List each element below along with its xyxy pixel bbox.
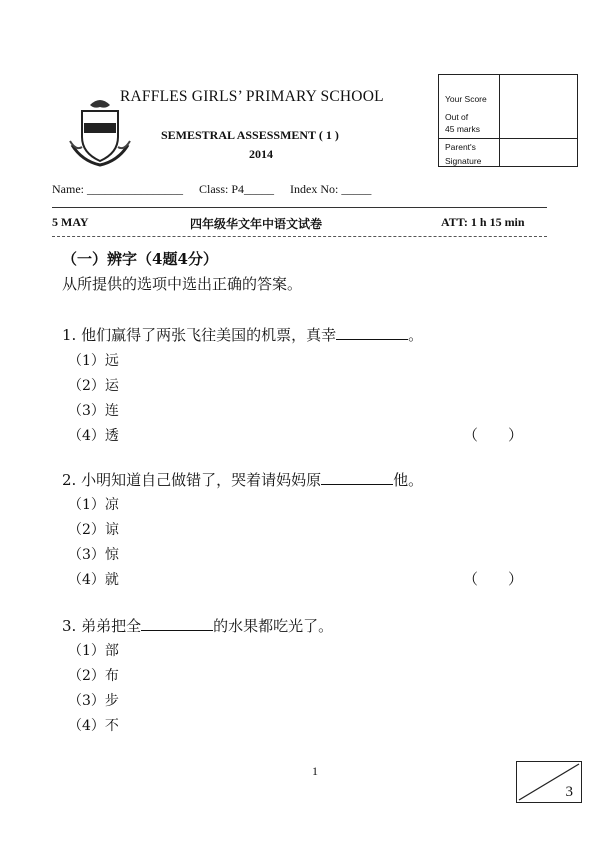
time-allowed: ATT: 1 h 15 min bbox=[441, 215, 525, 229]
score-box bbox=[438, 74, 578, 167]
exam-date: 5 MAY bbox=[52, 215, 89, 229]
index-field[interactable]: Index No: _____ bbox=[290, 182, 372, 196]
question-text-end: 。 bbox=[408, 326, 424, 344]
question-text: 1. 他们赢得了两张飞往美国的机票，真幸 bbox=[62, 326, 337, 344]
your-score-label: Your Score bbox=[445, 94, 487, 104]
name-field[interactable]: Name: ________________ bbox=[52, 182, 183, 196]
option[interactable]: （2）运 bbox=[68, 378, 119, 394]
total-marks-label: 45 marks bbox=[445, 124, 480, 134]
answer-blank[interactable] bbox=[336, 325, 408, 340]
option[interactable]: （4）不 bbox=[68, 718, 119, 734]
class-field[interactable]: Class: P4_____ bbox=[199, 182, 275, 196]
answer-parentheses[interactable]: （ ） bbox=[463, 426, 524, 444]
divider bbox=[52, 207, 547, 208]
page-number: 1 bbox=[312, 764, 318, 778]
section-marks: 3 bbox=[565, 784, 573, 800]
section-instruction: 从所提供的选项中选出正确的答案。 bbox=[62, 275, 303, 293]
dashed-divider bbox=[52, 236, 547, 237]
paper-title: 四年级华文年中语文试卷 bbox=[190, 217, 323, 231]
school-name: RAFFLES GIRLS’ PRIMARY SCHOOL bbox=[120, 88, 384, 105]
answer-blank[interactable] bbox=[321, 470, 393, 485]
answer-blank[interactable] bbox=[141, 616, 213, 631]
option[interactable]: （4）透 bbox=[68, 428, 119, 444]
school-crest-icon bbox=[68, 95, 132, 171]
option[interactable]: （2）谅 bbox=[68, 522, 119, 538]
question-text: 3. 弟弟把全 bbox=[62, 617, 142, 635]
option[interactable]: （3）步 bbox=[68, 693, 119, 709]
option[interactable]: （4）就 bbox=[68, 572, 119, 588]
question-3 bbox=[62, 615, 333, 636]
answer-parentheses[interactable]: （ ） bbox=[463, 570, 524, 588]
parent-label: Parent's bbox=[445, 142, 476, 152]
option[interactable]: （1）部 bbox=[68, 643, 119, 659]
option[interactable]: （1）远 bbox=[68, 353, 119, 369]
question-2 bbox=[62, 469, 423, 490]
out-of-label: Out of bbox=[445, 112, 469, 122]
option[interactable]: （2）布 bbox=[68, 668, 119, 684]
option[interactable]: （3）惊 bbox=[68, 547, 119, 563]
marks-box bbox=[516, 761, 582, 803]
question-text: 2. 小明知道自己做错了，哭着请妈妈原 bbox=[62, 471, 322, 489]
option[interactable]: （1）凉 bbox=[68, 497, 119, 513]
question-1 bbox=[62, 324, 423, 345]
student-info-row bbox=[52, 182, 371, 197]
question-text-end: 他。 bbox=[393, 471, 424, 489]
assessment-title: SEMESTRAL ASSESSMENT ( 1 ) bbox=[161, 128, 339, 142]
signature-label: Signature bbox=[445, 156, 482, 166]
assessment-year: 2014 bbox=[249, 147, 273, 161]
section-heading: （一）辨字（4题4分） bbox=[62, 250, 218, 268]
question-text-end: 的水果都吃光了。 bbox=[213, 617, 334, 635]
option[interactable]: （3）连 bbox=[68, 403, 119, 419]
